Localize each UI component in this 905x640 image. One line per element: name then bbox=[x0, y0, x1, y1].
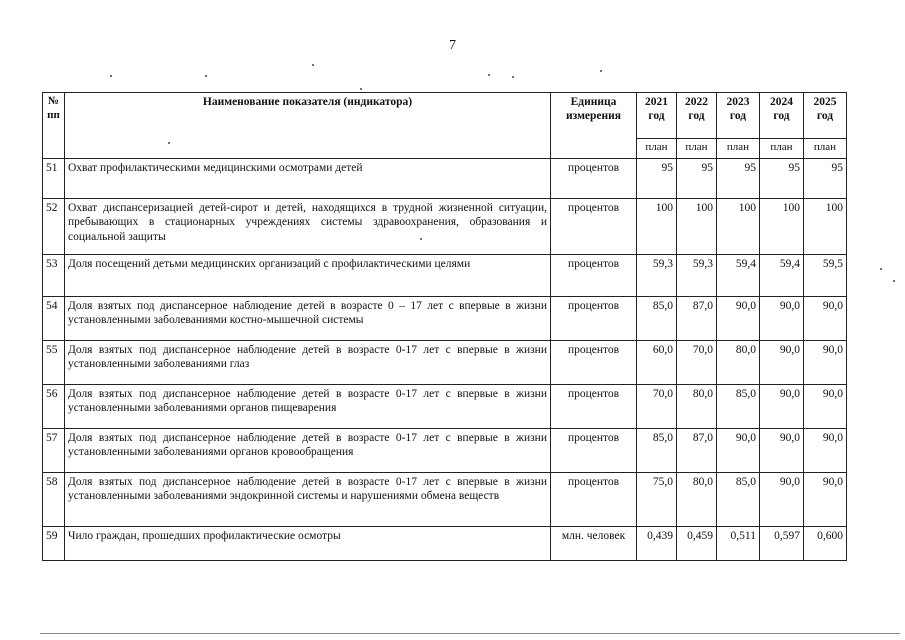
plan-label: план bbox=[637, 139, 677, 159]
header-year: 2023 год bbox=[717, 93, 760, 139]
value-cell: 90,0 bbox=[804, 429, 847, 473]
row-number: 54 bbox=[43, 297, 65, 341]
value-cell: 95 bbox=[760, 159, 804, 199]
value-cell: 0,459 bbox=[677, 527, 717, 561]
table-row bbox=[43, 473, 847, 527]
value-cell: 75,0 bbox=[637, 473, 677, 527]
value-cell: 95 bbox=[717, 159, 760, 199]
scan-speck bbox=[893, 280, 895, 282]
table-row bbox=[43, 255, 847, 297]
value-cell: 95 bbox=[677, 159, 717, 199]
plan-label: план bbox=[760, 139, 804, 159]
table-row bbox=[43, 527, 847, 561]
value-cell: 80,0 bbox=[677, 473, 717, 527]
indicator-name: Доля взятых под диспансерное наблюдение детей в возрасте 0-17 лет с впервые в жизни установленными заболеваниями органов кровообращения bbox=[65, 429, 551, 473]
value-cell: 0,439 bbox=[637, 527, 677, 561]
value-cell: 59,4 bbox=[717, 255, 760, 297]
table-row bbox=[43, 341, 847, 385]
value-cell: 100 bbox=[760, 199, 804, 255]
row-number: 59 bbox=[43, 527, 65, 561]
value-cell: 90,0 bbox=[717, 429, 760, 473]
value-cell: 85,0 bbox=[637, 297, 677, 341]
value-cell: 70,0 bbox=[637, 385, 677, 429]
table-row bbox=[43, 159, 847, 199]
indicator-name: Чило граждан, прошедших профилактические осмотры bbox=[65, 527, 551, 561]
row-number: 57 bbox=[43, 429, 65, 473]
value-cell: 95 bbox=[637, 159, 677, 199]
unit-cell: процентов bbox=[551, 385, 637, 429]
row-number: 56 bbox=[43, 385, 65, 429]
indicator-name: Охват профилактическими медицинскими осмотрами детей bbox=[65, 159, 551, 199]
page-number: 7 bbox=[449, 38, 456, 53]
header-year: 2022 год bbox=[677, 93, 717, 139]
scan-speck bbox=[205, 75, 207, 77]
plan-label: план bbox=[804, 139, 847, 159]
value-cell: 0,511 bbox=[717, 527, 760, 561]
value-cell: 0,597 bbox=[760, 527, 804, 561]
header-year: 2025 год bbox=[804, 93, 847, 139]
value-cell: 87,0 bbox=[677, 297, 717, 341]
indicator-name: Доля взятых под диспансерное наблюдение детей в возрасте 0-17 лет с впервые в жизни установленными заболеваниями эндокринной системы и нарушениями обмена веществ bbox=[65, 473, 551, 527]
value-cell: 90,0 bbox=[804, 385, 847, 429]
value-cell: 90,0 bbox=[760, 429, 804, 473]
row-number: 51 bbox=[43, 159, 65, 199]
value-cell: 87,0 bbox=[677, 429, 717, 473]
header-num: № пп bbox=[43, 93, 65, 159]
value-cell: 90,0 bbox=[804, 297, 847, 341]
scan-speck bbox=[312, 64, 314, 66]
unit-cell: процентов bbox=[551, 473, 637, 527]
value-cell: 59,3 bbox=[677, 255, 717, 297]
scan-speck bbox=[880, 268, 882, 270]
value-cell: 85,0 bbox=[637, 429, 677, 473]
value-cell: 100 bbox=[677, 199, 717, 255]
header-unit: Единица измерения bbox=[551, 93, 637, 159]
value-cell: 80,0 bbox=[717, 341, 760, 385]
value-cell: 59,3 bbox=[637, 255, 677, 297]
scan-speck bbox=[420, 238, 422, 240]
value-cell: 60,0 bbox=[637, 341, 677, 385]
row-number: 58 bbox=[43, 473, 65, 527]
table-body bbox=[43, 159, 847, 561]
value-cell: 0,600 bbox=[804, 527, 847, 561]
value-cell: 85,0 bbox=[717, 473, 760, 527]
value-cell: 90,0 bbox=[760, 297, 804, 341]
value-cell: 90,0 bbox=[804, 341, 847, 385]
unit-cell: процентов bbox=[551, 429, 637, 473]
table-row bbox=[43, 429, 847, 473]
value-cell: 90,0 bbox=[717, 297, 760, 341]
value-cell: 90,0 bbox=[760, 341, 804, 385]
value-cell: 100 bbox=[637, 199, 677, 255]
plan-label: план bbox=[717, 139, 760, 159]
unit-cell: млн. человек bbox=[551, 527, 637, 561]
unit-cell: процентов bbox=[551, 341, 637, 385]
value-cell: 100 bbox=[804, 199, 847, 255]
scan-speck bbox=[168, 142, 170, 144]
row-number: 52 bbox=[43, 199, 65, 255]
scan-speck bbox=[488, 74, 490, 76]
value-cell: 59,5 bbox=[804, 255, 847, 297]
unit-cell: процентов bbox=[551, 255, 637, 297]
value-cell: 90,0 bbox=[760, 473, 804, 527]
indicators-table bbox=[42, 92, 847, 561]
indicator-name: Доля посещений детьми медицинских организаций с профилактическими целями bbox=[65, 255, 551, 297]
table-row bbox=[43, 297, 847, 341]
scan-speck bbox=[512, 76, 514, 78]
scan-speck bbox=[360, 88, 362, 90]
header-name: Наименование показателя (индикатора) bbox=[65, 93, 551, 159]
value-cell: 85,0 bbox=[717, 385, 760, 429]
scan-speck bbox=[110, 75, 112, 77]
unit-cell: процентов bbox=[551, 297, 637, 341]
header-row bbox=[43, 93, 847, 139]
value-cell: 70,0 bbox=[677, 341, 717, 385]
table-row bbox=[43, 199, 847, 255]
indicator-name: Доля взятых под диспансерное наблюдение детей в возрасте 0-17 лет с впервые в жизни установленными заболеваниями органов пищеварения bbox=[65, 385, 551, 429]
value-cell: 80,0 bbox=[677, 385, 717, 429]
plan-label: план bbox=[677, 139, 717, 159]
scan-edge-line bbox=[40, 633, 900, 634]
row-number: 53 bbox=[43, 255, 65, 297]
value-cell: 90,0 bbox=[760, 385, 804, 429]
value-cell: 90,0 bbox=[804, 473, 847, 527]
value-cell: 100 bbox=[717, 199, 760, 255]
value-cell: 59,4 bbox=[760, 255, 804, 297]
header-year: 2024 год bbox=[760, 93, 804, 139]
header-year: 2021 год bbox=[637, 93, 677, 139]
indicator-name: Охват диспансеризацией детей-сирот и детей, находящихся в трудной жизненной ситуации, пребывающих в стационарных учреждениях системы здравоохранения, образования и социальной защиты bbox=[65, 199, 551, 255]
table-row bbox=[43, 385, 847, 429]
indicator-name: Доля взятых под диспансерное наблюдение детей в возрасте 0-17 лет с впервые в жизни установленными заболеваниями глаз bbox=[65, 341, 551, 385]
row-number: 55 bbox=[43, 341, 65, 385]
unit-cell: процентов bbox=[551, 199, 637, 255]
scan-speck bbox=[600, 70, 602, 72]
unit-cell: процентов bbox=[551, 159, 637, 199]
indicator-name: Доля взятых под диспансерное наблюдение детей в возрасте 0 – 17 лет с впервые в жизни установленными заболеваниями костно-мышечной системы bbox=[65, 297, 551, 341]
value-cell: 95 bbox=[804, 159, 847, 199]
